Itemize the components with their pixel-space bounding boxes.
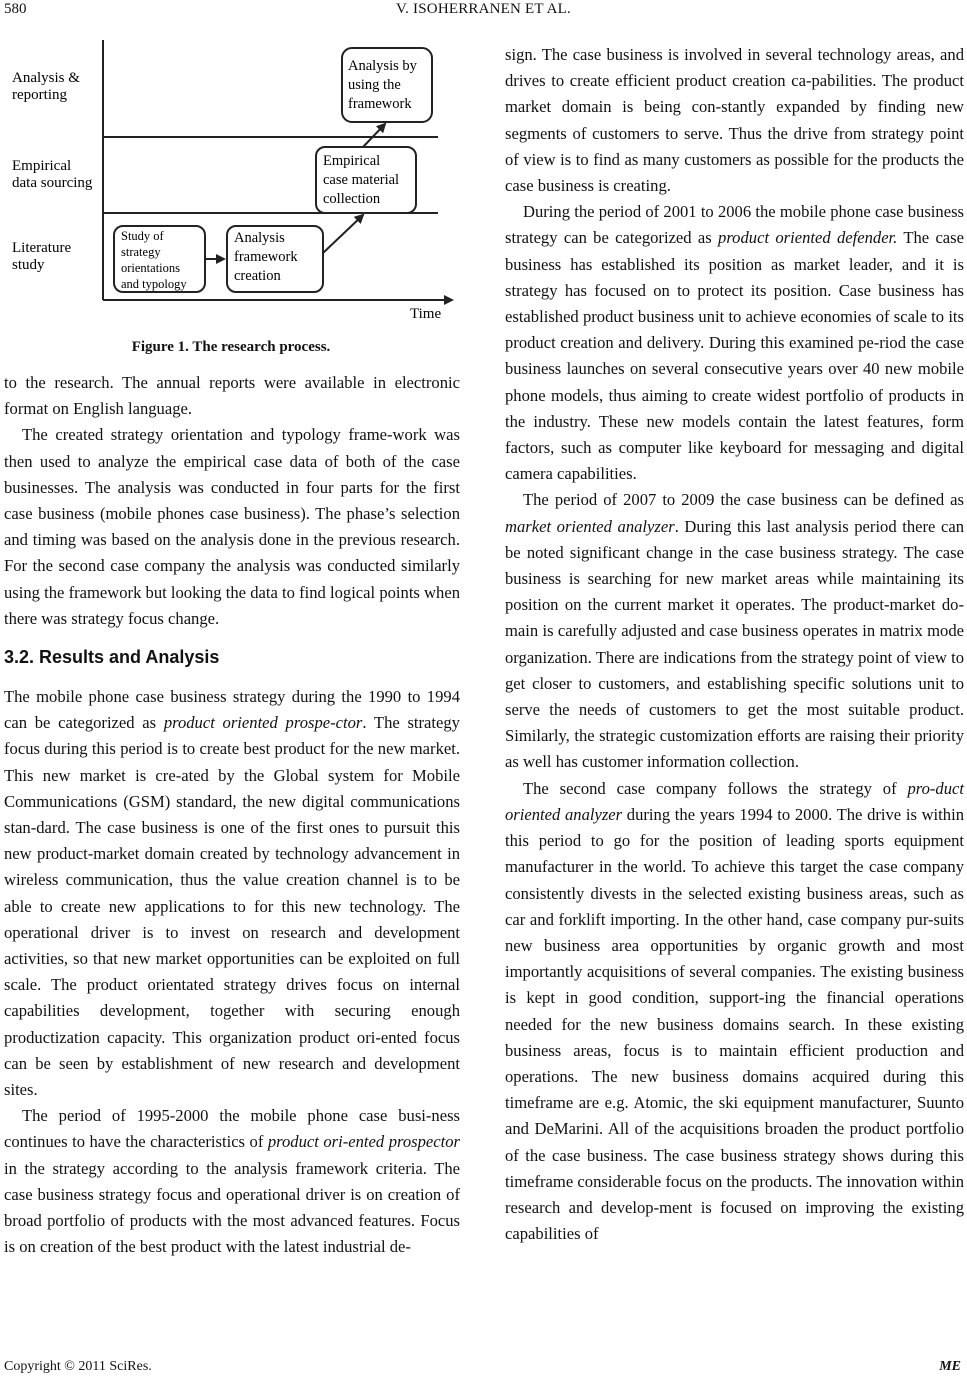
row-label-empirical: Empirical data sourcing	[12, 158, 93, 191]
box-study-text: Study of strategy orientations and typology	[121, 229, 187, 291]
paragraph: The period of 2007 to 2009 the case business can be defined as market oriented analyzer. During this last analysis period there can be noted significant change in the case business strategy. The case business is searching for new market areas while maintaining its position on the current market it operates. The product-market do-main is carefully adjusted and case business operates in matrix mode organization. There are indications from the strategy point of view to get closer to customers, and establishing specific solutions unit to serve the needs of customers to get the most suitable product. Similarly, the strategic customization efforts are raising their priority as well has customer information collection.	[505, 490, 964, 772]
paragraph: The second case company follows the strategy of pro-duct oriented analyzer during the years 1994 to 2000. The drive is within this period to go for the position of leading sports equipment manufacturer in the world. To achieve this target the case company consistently divests in the selected existing business areas, such as car and forklift importing. In the other hand, case company pur-suits new business area opportunities by organic growth and most importantly acquisitions of several companies. The existing business is kept in good condition, support-ing the financial operations needed for the new business domains search. In these existing business areas, focus is to maintain efficient production and operations. The new business domains acquired during this timeframe are e.g. Atomic, the ski equipment manufacturer, Suunto and DeMarini. All of the acquisitions broaden the product portfolio of the case business. The case business strategy shows during this timeframe considerable focus on the products. The innovation within research and develop-ment is focused on improving the existing capabilities of	[505, 778, 964, 1244]
figure-caption: Figure 1. The research process.	[131, 339, 331, 355]
time-axis-label: Time	[410, 306, 442, 322]
arrow-framework-to-empirical	[323, 215, 363, 253]
box-empirical-collection-text: Empirical case material collection	[323, 153, 400, 207]
copyright: Copyright © 2011 SciRes.	[4, 1359, 152, 1374]
box-analysis-by-text: Analysis by using the framework	[348, 58, 417, 112]
row-label-literature: Literature study	[12, 240, 72, 273]
paragraph: sign. The case business is involved in several technology areas, and drives to create efficient product creation ca-pabilities. The product market domain is being con-stantly expanded by finding new segments of customers to serve. Thus the drive from strategy point of view is to find as many customers as possible for the products the case business is creating.	[505, 45, 964, 196]
journal-abbrev: ME	[939, 1359, 961, 1374]
paragraph: During the period of 2001 to 2006 the mobile phone case business strategy can be categorized as product oriented defender. The case business has established its position as market leader, and it is strategy has focused on to protect its position. Case business has established product business unit to achieve economies of scale to its product creation and delivery. During this examined pe-riod the case business launches on several consecutive years over 40 new mobile phone models, thus aiming to create widest portfolio of products in the industry. These new models contain the latest features, form factors, such as computer like keyboard for messaging and digital camera capabilities.	[505, 202, 964, 484]
section-heading: 3.2. Results and Analysis	[4, 647, 220, 668]
running-title: V. ISOHERRANEN ET AL.	[396, 1, 571, 17]
right-column	[505, 42, 964, 1247]
arrow-empirical-to-analysis	[363, 124, 385, 147]
page-number: 580	[4, 1, 27, 17]
box-framework-creation-text: Analysis framework creation	[234, 230, 298, 284]
left-column	[4, 370, 460, 1261]
paragraph: The period of 1995-2000 the mobile phone case busi-ness continues to have the characteristics of product ori-ented prospector in the strategy according to the analysis framework criteria. The case business strategy focus and operational driver is on creation of broad portfolio of products with the most advanced features. Focus is on creation of the best product with the latest industrial de-	[4, 1106, 460, 1257]
paragraph: The created strategy orientation and typology frame-work was then used to analyze the empirical case data of both of the case businesses. The analysis was conducted in four parts for the first case business (mobile phones case business). The phase’s selection and timing was based on the analysis done in the previous research. For the second case company the analysis was conducted similarly using the framework but looking the data to find logical points when there was strategy focus change.	[4, 425, 460, 628]
paragraph: to the research. The annual reports were available in electronic format on English language.	[4, 373, 460, 419]
row-label-analysis: Analysis & reporting	[12, 70, 80, 103]
research-process-figure	[0, 40, 462, 335]
paragraph: The mobile phone case business strategy during the 1990 to 1994 can be categorized as product oriented prospe-ctor. The strategy focus during this period is to create best product for the new market. This new market is cre-ated by the Global system for Mobile Communications (GSM) standard, the new digital communications stan-dard. The case business is one of the first ones to pursuit this new product-market domain created by technology advancement in wireless communication, thus the value creation channel is to be able to create new applications to for this new technology. The operational driver is to invest on research and development activities, so that new market opportunities can be exploited on full scale. The product orientated strategy drives focus on internal capabilities development, together with securing enough productization capacity. This organization product ori-ented focus can be seen by establishment of new research and development sites.	[4, 687, 460, 1100]
